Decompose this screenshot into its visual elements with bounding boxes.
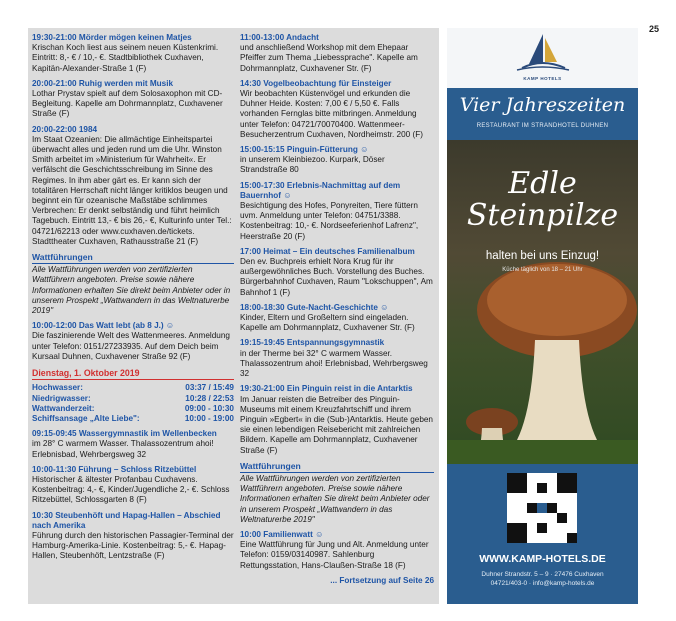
event-title: 20:00-22:00 1984 (32, 124, 98, 134)
date-heading: Dienstag, 1. Oktober 2019 (32, 368, 234, 380)
event-title: 20:00-21:00 Ruhig werden mit Musik (32, 78, 174, 88)
event (240, 33, 434, 74)
section-heading: Wattführungen (240, 461, 434, 473)
left-column (32, 33, 234, 567)
ad-headline: Edle Steinpilze (466, 166, 619, 233)
tide-row: Schiffsansage „Alte Liebe": 10:00 - 19:00 (32, 413, 234, 423)
ad-hours: Küche täglich von 18 – 21 Uhr (502, 267, 583, 273)
event (240, 338, 434, 379)
event (32, 33, 234, 74)
event (240, 79, 434, 140)
event-text: Im Januar reisten die Betreiber des Pinguin-Museums mit einem Kreuzfahrtschiff und ihrem Pinguin »Egbert« in die (Sub-)Antarktis. Heute geben sie einen lebendigen Reisebericht mit zahlreichen Bildern. Kapelle am Dohrmannplatz, Cuxhavener Straße (F) (240, 394, 433, 455)
event-title: 10:00-12:00 Das Watt lebt (ab 8 J.) ☺ (32, 321, 175, 331)
ad-website-link[interactable]: WWW.KAMP-HOTELS.DE (479, 553, 606, 565)
event-title: 10:00 Familienwatt ☺ (240, 529, 324, 539)
event-text: Kinder, Eltern und Großeltern sind eingeladen. Kapelle am Dohrmannplatz, Cuxhavener Str. (F) (240, 313, 415, 333)
tide-row: Hochwasser: 03:37 / 15:49 (32, 383, 234, 393)
event-title: 17:00 Heimat – Ein deutsches Familienalbum (240, 246, 415, 256)
ad-restaurant-name: Vier Jahreszeiten (459, 94, 626, 116)
event (32, 79, 234, 120)
event-title: 11:00-13:00 Andacht (240, 33, 319, 42)
event (32, 125, 234, 247)
event-text: in unserem Kleinbiezoo. Kurpark, Döser Strandstraße 80 (240, 155, 385, 175)
event-text: Besichtigung des Hofes, Ponyreiten, Tiere füttern uvm. Anmeldung unter Telefon: 04751/3388. Kostenbeitrag: 10,- €. Nordseeferienhof Lafrenz", Heerstraße 20 (F) (240, 201, 419, 241)
event (240, 247, 434, 298)
tide-table (32, 383, 234, 424)
event-title: 18:00-18:30 Gute-Nacht-Geschichte ☺ (240, 302, 389, 312)
ad-logo-area (447, 28, 638, 88)
event-text: Historischer & ältester Profanbau Cuxhavens. Kostenbeitrag: 4,- €, Kinder/Jugendliche 2,- €. Schloss Ritzebüttel, Schlossgarten 8 (F) (32, 474, 230, 505)
event-title: 19:15-19:45 Entspannungsgymnastik (240, 338, 385, 348)
event (240, 145, 434, 176)
event-title: 10:30 Steubenhöft und Hapag-Hallen – Abschied nach Amerika (32, 510, 221, 530)
event (240, 303, 434, 334)
advertisement[interactable] (447, 28, 638, 604)
page-number: 25 (649, 24, 660, 34)
event (240, 181, 434, 242)
continue-link[interactable]: ... Fortsetzung auf Seite 26 (330, 575, 434, 585)
event-text: und anschließend Workshop mit dem Ehepaar Pfeiffer zum Thema „Liebessprache". Kapelle am Dohrmannplatz, Cuxhavener Str. (F) (240, 43, 418, 73)
event-title: 19:30-21:00 Mörder mögen keinen Matjes (32, 33, 192, 42)
right-column (240, 33, 434, 586)
event-text: Wir beobachten Küstenvögel und erkunden die Duhner Heide. Kosten: 7,00 € / 5,50 €. Falls vorhanden Fernglas bitte mitbringen. Anmeldung unter Telefon: 04721/70070400. Wattenmeer-Besucherzentrum Cuxhaven, Nordheimstr. 200 (F) (240, 89, 423, 139)
event-title: 19:30-21:00 Ein Pinguin reist in die Antarktis (240, 384, 413, 394)
ad-address: Duhner Strandstr. 5 – 9 · 27476 Cuxhaven 04721/403-0 · info@kamp-hotels.de (481, 571, 604, 587)
ad-tagline: halten bei uns Einzug! (485, 250, 600, 262)
event-text: im 28° C warmem Wasser. Thalassozentrum ahoi! Erlebnisbad, Wehrbergsweg 32 (32, 439, 214, 459)
event-text: in der Therme bei 32° C warmem Wasser. Thalassozentrum ahoi! Erlebnisbad, Wehrbergsweg 32 (240, 348, 428, 379)
event-text: Eine Wattführung für Jung und Alt. Anmeldung unter Telefon: 0159/03140987. Sahlenburg Rettungsstation, Hans-Claußen-Straße 18 (F) (240, 540, 429, 570)
section-heading: Wattführungen (32, 252, 234, 264)
event-text: Lothar Prystav spielt auf dem Solosaxophon mit CD-Begleitung. Kapelle am Dohrmannplatz, Cuxhavener Straße (F) (32, 89, 223, 119)
event (32, 321, 234, 362)
ad-logo-text: KAMP HOTELS (523, 76, 562, 81)
event-text: Den ev. Buchpreis erhielt Nora Krug für ihr außergewöhnliches Buch. Vorstellung des Buches. Bürgerbahnhof Cuxhaven, Raum "Lokschuppen", Am Bahnhof 1 (F) (240, 257, 433, 297)
event (240, 384, 434, 455)
event (32, 511, 234, 562)
event (240, 530, 434, 571)
event-text: Die faszinierende Welt des Wattenmeeres. Anmeldung unter Telefon: 0151/27233935. Auf dem Deich beim Kursaal Duhnen, Cuxhavener Straße 92 (F) (32, 331, 230, 361)
event (32, 465, 234, 506)
event-title: 15:00-17:30 Erlebnis-Nachmittag auf dem Bauernhof ☺ (240, 180, 401, 200)
event-title: 14:30 Vogelbeobachtung für Einsteiger (240, 78, 392, 88)
qr-code-icon[interactable] (507, 473, 577, 543)
event-title: 10:00-11:30 Führung – Schloss Ritzebüttel (32, 464, 197, 474)
ad-restaurant-subtitle: RESTAURANT IM STRANDHOTEL DUHNEN (476, 123, 609, 129)
sailboat-logo-icon (447, 28, 638, 76)
event-title: 09:15-09:45 Wassergymnastik im Wellenbecken (32, 429, 217, 439)
event-text: Im Staat Ozeanien: Die allmächtige Einheitspartei überwacht alles und jeden rund um die Uhr. Winston Smith arbeitet im »Ministerium für Wahrheit«. Er verfälscht die Geschichtsschreibung im Sinne des Regimes. In ihm aber gärt es. Er kann sich der totalitären Herrschaft nicht länger kritiklos beugen und beginnt ein für ozeanische Maßstäbe schlimmes Verbrechen: Er denkt selbständig und führt heimlich Tagebuch. Eintritt 13,- € bis 26,- €, Kulturinfo unter Tel.: 04721/62213 oder www.cuxhaven.de/tickets. Stadttheater Cuxhaven, Rathausstraße 21 (F) (32, 134, 232, 246)
event-text: Krischan Koch liest aus seinem neuen Küstenkrimi. Eintritt: 8,- € / 10,- €. Stadtbibliothek Cuxhaven, Kapitän-Alexander-Straße 1 (F) (32, 43, 219, 73)
section-note: Alle Wattführungen werden von zertifizierten Wattführern angeboten. Preise sowie nähere Informationen erhalten Sie direkt beim Anbieter oder in unserem Prospekt „Wattwandern in das Weltnaturerbe 2019" (32, 265, 231, 316)
event-text: Führung durch den historischen Passagier-Terminal der Hamburg-Amerika-Linie. Kostenbeitrag: 5,- €. Hapag-Hallen, Steubenhöft, Lentzstraße (F) (32, 530, 234, 561)
event (32, 429, 234, 460)
tide-row: Niedrigwasser: 10:28 / 22:53 (32, 393, 234, 403)
event-title: 15:00-15:15 Pinguin-Fütterung ☺ (240, 145, 369, 155)
tide-row: Wattwanderzeit: 09:00 - 10:30 (32, 403, 234, 413)
section-note: Alle Wattführungen werden von zertifizierten Wattführern angeboten. Preise sowie nähere Informationen erhalten Sie direkt beim Anbieter oder in unserem Prospekt „Wattwandern in das Weltnaturerbe 2019" (240, 473, 430, 524)
